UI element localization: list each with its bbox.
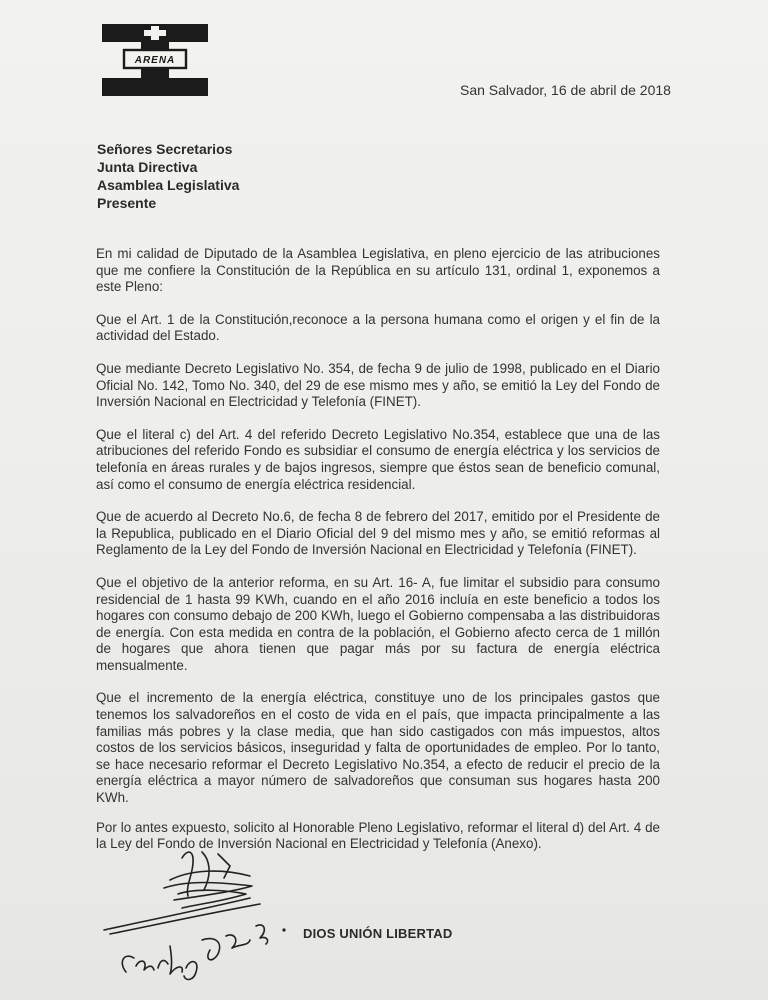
letter-body [96,246,660,869]
motto: DIOS UNIÓN LIBERTAD [303,926,453,941]
date-line: San Salvador, 16 de abril de 2018 [460,82,671,98]
body-paragraph: Que mediante Decreto Legislativo No. 354, de fecha 9 de julio de 1998, publicado en el Diario Oficial No. 142, Tomo No. 340, del 29 de ese mismo mes y año, se emitió la Ley del Fondo de Inversión Nacional en Electricidad y Telefonía (FINET). [96,360,660,410]
body-paragraph: Que el literal c) del Art. 4 del referido Decreto Legislativo No.354, establece que una de las atribuciones del referido Fondo es subsidiar el consumo de energía eléctrica y los servicios de telefonía en áreas rurales y de bajos ingresos, siempre que éstos sean de beneficio comunal, así como el consumo de energía eléctrica residencial. [96,426,660,492]
recipient-line: Señores Secretarios [97,141,233,157]
body-paragraph: Por lo antes expuesto, solicito al Honorable Pleno Legislativo, reformar el literal d) del Art. 4 de la Ley del Fondo de Inversión Nacional en Electricidad y Telefonía (Anexo). [96,819,660,852]
body-paragraph: Que el incremento de la energía eléctrica, constituye uno de los principales gastos que tenemos los salvadoreños en el costo de vida en el país, que impacta principalmente a las familias más pobres y la clase media, que han sido castigados con más impuestos, altos costos de los servicios básicos, inseguridad y falta de oportunidades de empleo. Por lo tanto, se hace necesario reformar el Decreto Legislativo No.354, a efecto de reducir el precio de la energía eléctrica a mayor número de salvadoreños que consuman sus hogares hasta 200 KWh. [96,690,660,806]
recipient-block [97,140,239,212]
recipient-line: Presente [97,195,157,211]
handwritten-signature-icon [100,840,300,990]
body-paragraph: En mi calidad de Diputado de la Asamblea Legislativa, en pleno ejercicio de las atribuciones que me confiere la Constitución de la República en su artículo 131, ordinal 1, exponemos a este Pleno: [96,246,660,295]
body-paragraph: Que de acuerdo al Decreto No.6, de fecha 8 de febrero del 2017, emitido por el Presidente de la Republica, publicado en el Diario Oficial del 9 del mismo mes y año, se emitió reformas al Reglamento de la Ley del Fondo de Inversión Nacional en Electricidad y Telefonía (FINET). [96,509,660,558]
recipient-line: Junta Directiva [97,159,198,175]
logo-text: ARENA [134,55,176,66]
body-paragraph: Que el objetivo de la anterior reforma, en su Art. 16- A, fue limitar el subsidio para consumo residencial de 1 hasta 99 KWh, cuando en el año 2016 incluía en este beneficio a todos los hogares con consumo debajo de 200 KWh, luego el Gobierno compensaba a las distribuidoras de energía. Con esta medida en contra de la población, el Gobierno afecto cerca de 1 millón de hogares que ahora tienen que pagar más por su factura de energía eléctrica mensualmente. [96,574,660,673]
arena-cross-logo-icon [102,24,208,96]
recipient-line: Asamblea Legislativa [97,177,240,193]
body-paragraph: Que el Art. 1 de la Constitución,reconoce a la persona humana como el origen y el fin de la actividad del Estado. [96,311,660,344]
